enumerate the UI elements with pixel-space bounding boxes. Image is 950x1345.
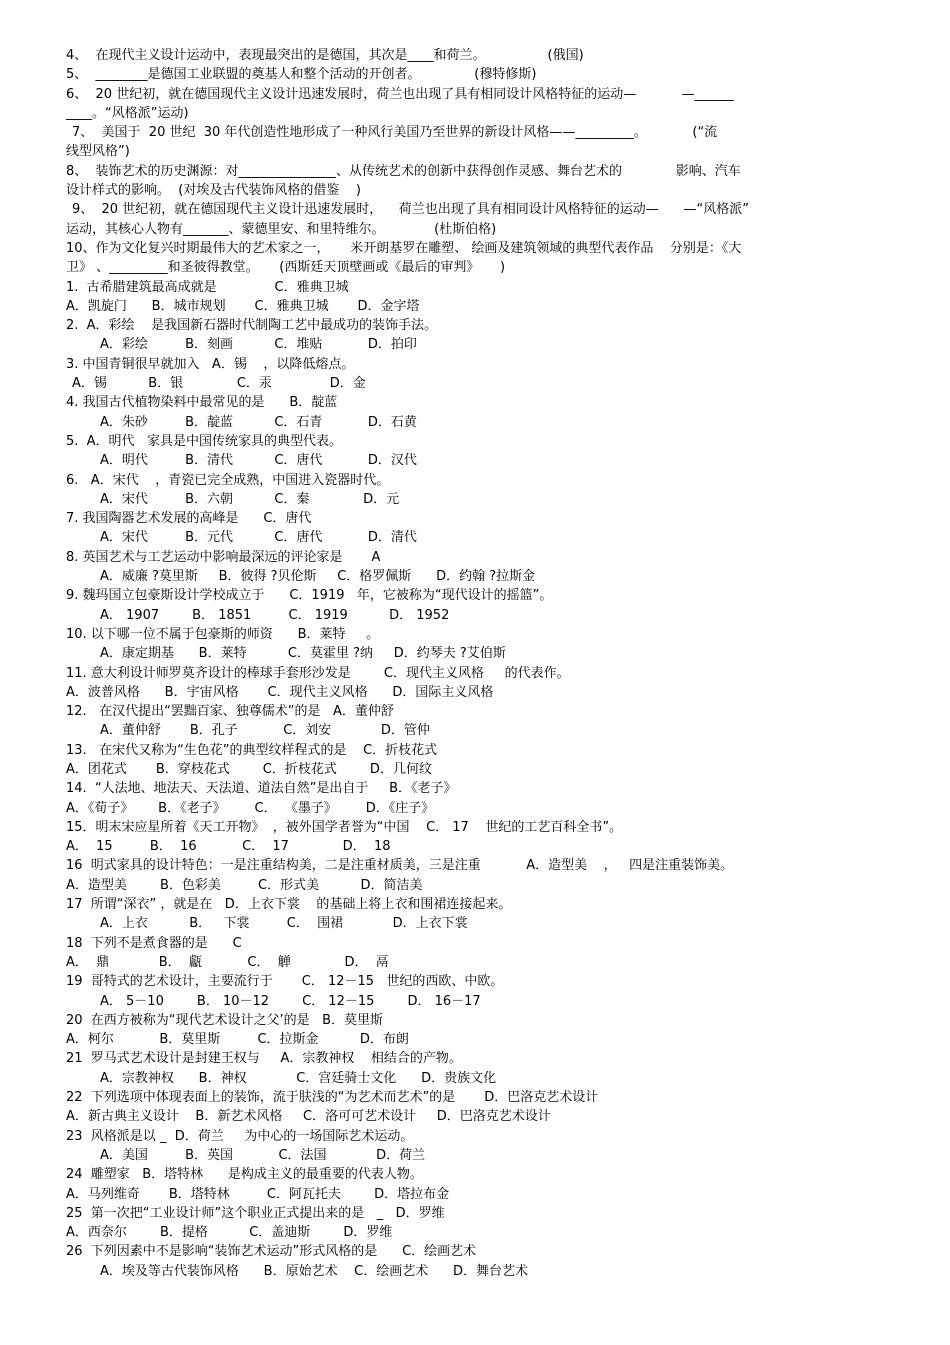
text-line: 2. A．彩绘 是我国新石器时代制陶工艺中最成功的装饰手法。 <box>66 318 438 334</box>
text-line: A．明代 B．清代 C．唐代 D．汉代 <box>100 453 417 469</box>
text-line: A．美国 B．英国 C．法国 D．荷兰 <box>100 1147 426 1163</box>
text-line: 4、 在现代主义设计运动中，表现最突出的是德国，其次是____和荷兰。 (俄国) <box>66 48 584 63</box>
text-line: 6、 20 世纪初，就在德国现代主义设计迅速发展时，荷兰也出现了具有相同设计风格特征的运动— —______ <box>66 86 734 102</box>
text-line: 24 雕塑家 B．塔特林 是构成主义的最重要的代表人物。 <box>66 1167 423 1183</box>
text-line: A．宋代 B．六朝 C．秦 D．元 <box>100 491 400 507</box>
text-line: A．马列维奇 B．塔特林 C．阿瓦托夫 D．塔拉布金 <box>66 1186 450 1202</box>
text-line: A．朱砂 B．靛蓝 C．石青 D．石黄 <box>100 414 417 430</box>
text-line: 23 风格派是以 _ D．荷兰 为中心的一场国际艺术运动。 <box>66 1128 414 1144</box>
text-line: 8、 装饰艺术的历史渊源：对_______________、从传统艺术的创新中获得创作灵感、舞台艺术的 影响、汽车 <box>66 163 741 179</box>
text-line: 16 明式家具的设计特色：一是注重结构美，二是注重材质美，三是注重 A．造型美 ， 四是注重装饰美。 <box>66 858 734 874</box>
text-line: 15．明末宋应星所着《天工开物》 ，被外国学者誉为“中国 C． 17 世纪的工艺百科全书”。 <box>66 819 623 835</box>
text-line: A．凯旋门 B．城市规划 C．雅典卫城 D．金字塔 <box>66 298 420 314</box>
text-line: A．团花式 B．穿枝花式 C．折枝花式 D．几何纹 <box>66 761 432 777</box>
text-line: A．彩绘 B．刻画 C．堆贴 D．拍印 <box>100 337 417 353</box>
text-line: 26 下列因素中不是影响“装饰艺术运动”形式风格的是 C．绘画艺术 <box>66 1244 477 1260</box>
text-line: A．柯尔 B．莫里斯 C．拉斯金 D．布朗 <box>66 1032 409 1048</box>
text-line: 22 下列选项中体现表面上的装饰，流于肤浅的“为艺术而艺术”的是 D．巴洛克艺术设计 <box>66 1090 599 1106</box>
text-line: A．新古典主义设计 B．新艺术风格 C．洛可可艺术设计 D．巴洛克艺术设计 <box>66 1109 551 1125</box>
text-line: 7、 美国于 20 世纪 30 年代创造性地形成了一种风行美国乃至世界的新设计风格——_________。 (“流 <box>72 125 718 141</box>
text-line: 19 哥特式的艺术设计，主要流行于 C． 12－15 世纪的西欧、中欧。 <box>66 974 504 990</box>
text-line: A．锡 B．银 C．汞 D．金 <box>72 376 366 392</box>
text-line: A．上衣 B． 下裳 C． 围裙 D．上衣下裳 <box>100 916 468 932</box>
text-line: 7. 我国陶器艺术发展的高峰是 C．唐代 <box>66 511 312 527</box>
text-line: A．《荀子》 B．《老子》 C． 《墨子》 D．《庄子》 <box>66 800 435 816</box>
text-line: 21 罗马式艺术设计是封建王权与 A．宗教神权 相结合的产物。 <box>66 1051 462 1067</box>
text-line: 12. 在汉代提出“罢黜百家、独尊儒术”的是 A．董仲舒 <box>66 704 394 720</box>
text-line: 20 在西方被称为“现代艺术设计之父’的是 B．莫里斯 <box>66 1012 383 1028</box>
text-line: 10、作为文化复兴时期最伟大的艺术家之一， 米开朗基罗在雕塑、 绘画及建筑领域的典型代表作品 分别是：《大 <box>66 240 742 256</box>
text-line: 6. A．宋代 ，青瓷已完全成熟，中国进入瓷器时代。 <box>66 472 390 488</box>
text-line: 4. 我国古代植物染料中最常见的是 B．靛蓝 <box>66 395 338 411</box>
text-line: 1. 古希腊建筑最高成就是 C．雅典卫城 <box>66 279 349 295</box>
text-line: A． 1907 B． 1851 C． 1919 D． 1952 <box>100 607 450 623</box>
text-line: A．威廉 ?莫里斯 B．彼得 ?贝伦斯 C．格罗佩斯 D．约翰 ?拉斯金 <box>100 569 536 585</box>
text-line: 3. 中国青铜很早就加入 A．锡 ，以降低熔点。 <box>66 356 355 372</box>
text-line: 10. 以下哪一位不属于包豪斯的师资 B．莱特 。 <box>66 626 380 642</box>
text-line: A．康定期基 B．莱特 C．莫霍里 ?纳 D．约琴夫 ?艾伯斯 <box>100 646 506 662</box>
text-line: A．董仲舒 B．孔子 C．刘安 D．管仲 <box>100 723 430 739</box>
text-line: A． 15 B． 16 C． 17 D． 18 <box>66 839 391 855</box>
text-line: A．造型美 B．色彩美 C．形式美 D．简洁美 <box>66 877 423 893</box>
text-line: A． 鼎 B． 甗 C． 觯 D． 鬲 <box>66 954 389 970</box>
text-line: ____。“风格派”运动) <box>66 105 189 121</box>
document-page <box>66 46 886 1281</box>
text-line: 9、 20 世纪初，就在德国现代主义设计迅速发展时， 荷兰也出现了具有相同设计风格特征的运动— —“风格派” <box>72 202 750 218</box>
text-line: A．宋代 B．元代 C．唐代 D．清代 <box>100 530 417 546</box>
text-line: 9. 魏玛国立包豪斯设计学校成立于 C．1919 年，它被称为“现代设计的摇篮”。 <box>66 588 553 604</box>
text-line: 5. A．明代 家具是中国传统家具的典型代表。 <box>66 433 342 449</box>
text-line: 25 第一次把“工业设计师”这个职业正式提出来的是 _ D．罗维 <box>66 1205 445 1221</box>
text-line: A． 5－10 B． 10－12 C． 12－15 D． 16－17 <box>100 993 481 1009</box>
text-line: A．西奈尔 B．提格 C．盖迪斯 D．罗维 <box>66 1225 393 1241</box>
text-line: 线型风格”) <box>66 144 130 160</box>
text-line: A．宗教神权 B．神权 C．宫廷骑士文化 D．贵族文化 <box>100 1070 497 1086</box>
text-line: 8. 英国艺术与工艺运动中影响最深远的评论家是 A <box>66 549 381 565</box>
text-line: 运动，其核心人物有_______、蒙德里安、和里特维尔。 (杜斯伯格) <box>66 221 497 237</box>
text-line: 17 所谓“深衣” ，就是在 D．上衣下裳 的基础上将上衣和围裙连接起来。 <box>66 897 512 913</box>
text-line: 卫》 、_________和圣彼得教堂。 (西斯廷天顶壁画或《最后的审判》 ) <box>66 260 506 276</box>
text-line: 18 下列不是煮食器的是 C <box>66 935 242 951</box>
text-line: A．波普风格 B．宇宙风格 C．现代主义风格 D．国际主义风格 <box>66 684 494 700</box>
text-line: A．埃及等古代装饰风格 B．原始艺术 C．绘画艺术 D．舞台艺术 <box>100 1263 529 1279</box>
text-line: 13. 在宋代又称为“生色花”的典型纹样程式的是 C．折枝花式 <box>66 742 438 758</box>
text-line: 11. 意大利设计师罗莫齐设计的棒球手套形沙发是 C．现代主义风格 的代表作。 <box>66 665 570 681</box>
text-line: 设计样式的影响。 (对埃及古代装饰风格的借鉴 ) <box>66 183 361 199</box>
text-line: 14. “人法地、地法天、天法道、道法自然”是出自于 B．《老子》 <box>66 781 457 797</box>
text-line: 5、 ________是德国工业联盟的奠基人和整个活动的开创者。 (穆特修斯) <box>66 67 537 83</box>
